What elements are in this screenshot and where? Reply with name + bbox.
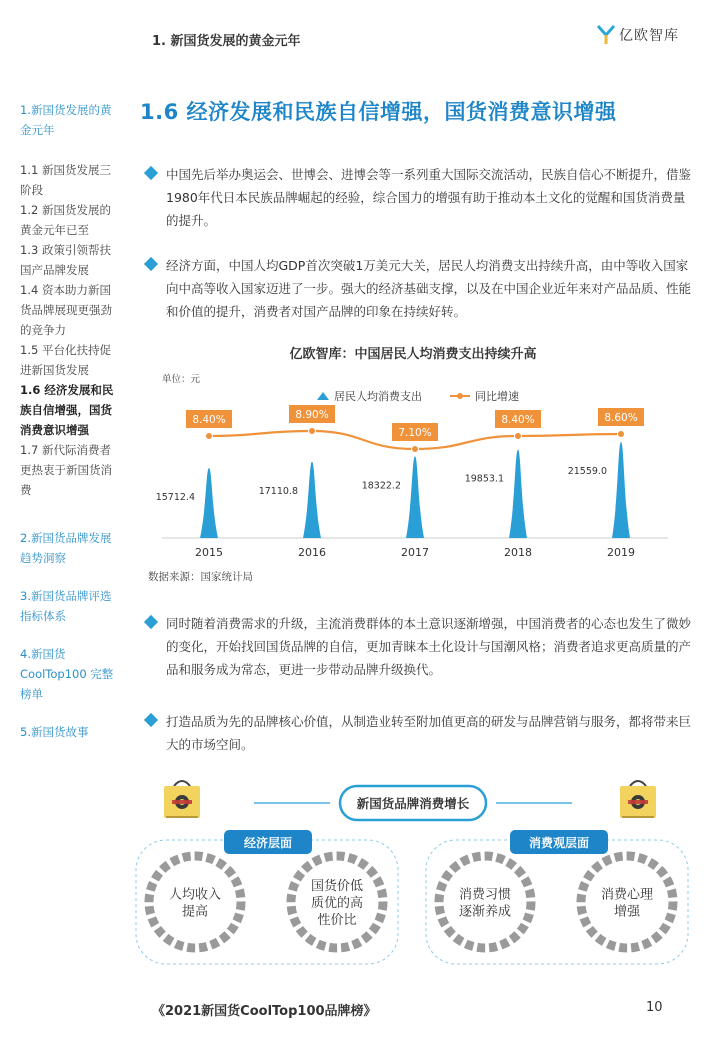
growth-point (309, 428, 316, 435)
brand-mark-icon (596, 24, 616, 46)
toc-item[interactable]: 1.3 政策引领帮扶国产品牌发展 (20, 243, 111, 277)
x-tick-label: 2019 (607, 546, 635, 559)
bar-value-label: 21559.0 (567, 465, 607, 477)
x-tick-label: 2016 (298, 546, 326, 559)
right-panel-title: 消费观层面 (528, 836, 590, 850)
toc-item[interactable]: 1.新国货发展的黄金元年 (20, 103, 112, 137)
legend-line-label: 同比增速 (475, 390, 519, 403)
toc-item[interactable]: 5.新国货故事 (20, 725, 89, 739)
toc-item[interactable]: 3.新国货品牌评选指标体系 (20, 589, 112, 623)
x-tick-label: 2017 (401, 546, 429, 559)
toc-item[interactable]: 1.6 经济发展和民族自信增强，国货消费意识增强 (20, 383, 114, 437)
chart-title: 亿欧智库：中国居民人均消费支出持续升高 (289, 347, 537, 362)
chart-unit-label: 单位：元 (162, 374, 201, 385)
paragraph-4-text: 打造品质为先的品牌核心价值，从制造业转至附加值更高的研发与品牌营销与服务，都将带来巨大的市场空间。 (166, 714, 692, 752)
bar-value-label: 18322.2 (361, 480, 401, 492)
circle-label: 消费习惯 (458, 887, 512, 903)
growth-point (515, 433, 522, 440)
paragraph-1-text: 中国先后举办奥运会、世博会、进博会等一系列重大国际交流活动，民族自信心不断提升，借鉴1980年代日本民族品牌崛起的经验，综合国力的增强有助于推动本土文化的觉醒和国货消费量的提升。 (166, 167, 692, 228)
brand-logo (596, 24, 679, 46)
toc-item[interactable]: 1.2 新国货发展的黄金元年已至 (20, 203, 111, 237)
growth-value-label: 8.40% (501, 414, 535, 426)
legend-bar-label: 居民人均消费支出 (334, 390, 422, 403)
growth-point (412, 446, 419, 453)
table-of-contents (20, 100, 116, 760)
circle-label: 人均收入 (168, 887, 222, 903)
consumption-chart (148, 340, 678, 585)
bar-value-label: 15712.4 (155, 492, 195, 504)
x-tick-label: 2015 (195, 546, 223, 559)
chart-svg (148, 340, 678, 570)
circle-label: 国货价低 (310, 879, 364, 894)
bar-value-label: 19853.1 (464, 473, 504, 485)
paragraph-3 (144, 612, 692, 681)
circle-label: 性价比 (317, 913, 357, 928)
growth-value-label: 7.10% (398, 427, 432, 439)
brand-name: 亿欧智库 (619, 28, 679, 44)
chart-source: 数据来源：国家统计局 (148, 571, 253, 583)
toc-item[interactable]: 1.5 平台化扶持促进新国货发展 (20, 343, 111, 377)
shopping-bag-icon (164, 781, 200, 818)
growth-value-label: 8.90% (295, 409, 329, 421)
bar-mark (612, 442, 630, 538)
circle-label: 消费心理 (600, 887, 654, 903)
paragraph-2-text: 经济方面，中国人均GDP首次突破1万美元大关，居民人均消费支出持续升高，由中等收入国家向中高等收入国家迈进了一步。强大的经济基础支撑，以及在中国企业近年来对产品品质、性能和价值的提升，消费者对国产品牌的印象在持续好转。 (166, 258, 692, 319)
diamond-bullet-icon (144, 615, 158, 629)
diagram-center-label: 新国货品牌消费增长 (356, 796, 470, 811)
section-title: 1.6 经济发展和民族自信增强，国货消费意识增强 (140, 100, 617, 124)
growth-point (618, 431, 625, 438)
toc-item[interactable]: 1.1 新国货发展三阶段 (20, 163, 111, 197)
page-header-title: 1. 新国货发展的黄金元年 (152, 34, 301, 49)
footer-report-title: 《2021新国货CoolTop100品牌榜》 (152, 1004, 377, 1019)
growth-point (206, 433, 213, 440)
bar-mark (509, 450, 527, 538)
toc-item[interactable]: 1.4 资本助力新国货品牌展现更强劲的竞争力 (20, 283, 112, 337)
diagram-svg (132, 780, 692, 980)
diamond-bullet-icon (144, 257, 158, 271)
x-tick-label: 2018 (504, 546, 532, 559)
bar-value-label: 17110.8 (258, 485, 298, 497)
bar-mark (200, 468, 218, 538)
diamond-bullet-icon (144, 713, 158, 727)
toc-item[interactable]: 4.新国货 CoolTop100 完整榜单 (20, 647, 114, 701)
paragraph-3-text: 同时随着消费需求的升级，主流消费群体的本土意识逐渐增强，中国消费者的心态也发生了微妙的变化，开始找回国货品牌的自信，更加青睐本土化设计与国潮风格；消费者追求更高质量的产品和服务成为常态，更进一步带动品牌升级换代。 (166, 616, 692, 677)
growth-diagram (132, 780, 692, 980)
left-panel-title: 经济层面 (243, 836, 293, 850)
circle-label: 逐渐养成 (458, 904, 512, 920)
circle-label: 质优的高 (310, 896, 364, 911)
paragraph-1 (144, 163, 692, 232)
bar-mark (303, 462, 321, 538)
toc-item[interactable]: 2.新国货品牌发展趋势洞察 (20, 531, 112, 565)
paragraph-4 (144, 710, 692, 756)
page-number: 10 (646, 1000, 663, 1015)
circle-label: 增强 (613, 904, 641, 920)
bar-mark (406, 456, 424, 538)
shopping-bag-icon (620, 781, 656, 818)
legend-bar-marker (317, 392, 329, 400)
growth-value-label: 8.60% (604, 412, 638, 424)
growth-value-label: 8.40% (192, 414, 226, 426)
circle-label: 提高 (181, 904, 209, 920)
legend-line-dot (457, 393, 463, 399)
paragraph-2 (144, 254, 692, 323)
diamond-bullet-icon (144, 166, 158, 180)
toc-item[interactable]: 1.7 新代际消费者更热衷于新国货消费 (20, 443, 112, 497)
